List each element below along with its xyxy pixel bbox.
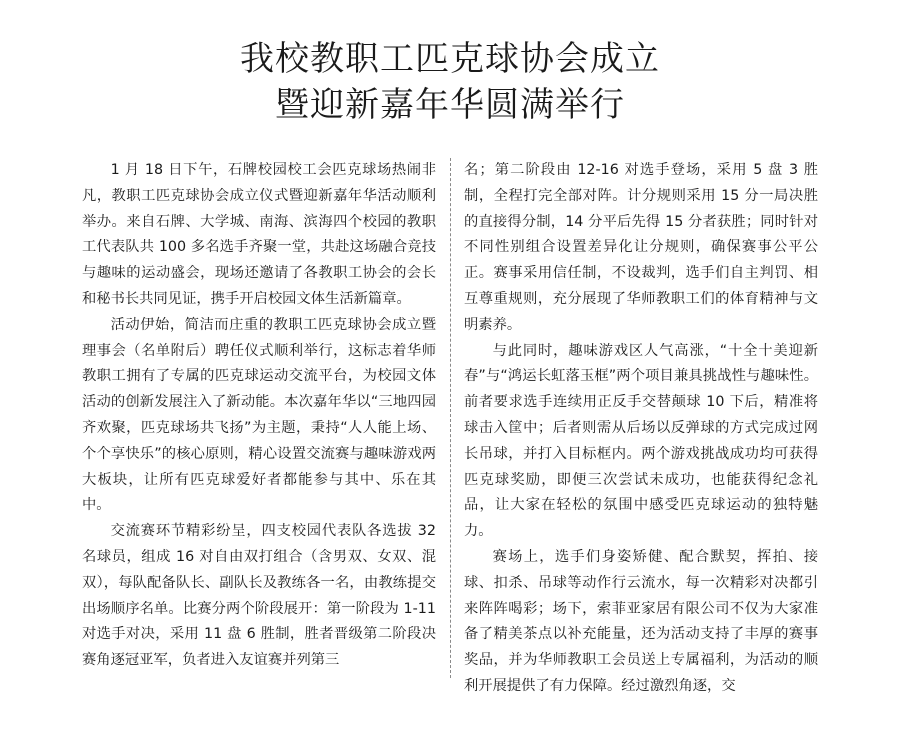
paragraph: 1 月 18 日下午，石牌校园校工会匹克球场热闹非凡，教职工匹克球协会成立仪式暨迎新嘉年华活动顺利举办。来自石牌、大学城、南海、滨海四个校园的教职工代表队共 100 多名选手齐聚一堂，共赴这场融合竞技与趣味的运动盛会，现场还邀请了各教职工协会的会长和秘书长共同见证，携手开启校园文体生活新篇章。 (82, 162, 436, 307)
article-title (0, 36, 900, 128)
paragraph: 活动伊始，简洁而庄重的教职工匹克球协会成立暨理事会（名单附后）聘任仪式顺利举行，这标志着华师教职工拥有了专属的匹克球运动交流平台，为校园文体活动的创新发展注入了新动能。本次嘉年华以“三地四园齐欢聚，匹克球场共飞扬”为主题，秉持“人人能上场、个个享快乐”的核心原则，精心设置交流赛与趣味游戏两大板块，让所有匹克球爱好者都能参与其中、乐在其中。 (82, 316, 436, 514)
title-line-1: 我校教职工匹克球协会成立 (240, 39, 660, 79)
paragraph-continued: 名；第二阶段由 12-16 对选手登场，采用 5 盘 3 胜制，全程打完全部对阵。计分规则采用 15 分一局决胜的直接得分制，14 分平后先得 15 分者获胜；同时针对不同性别组合设置差异化让分规则，确保赛事公平公正。赛事采用信任制，不设裁判，选手们自主判罚、相互尊重规则，充分展现了华师教职工们的体育精神与文明素养。 (464, 162, 818, 333)
left-column (82, 158, 436, 674)
paragraph: 交流赛环节精彩纷呈，四支校园代表队各选拔 32 名球员，组成 16 对自由双打组合（含男双、女双、混双），每队配备队长、副队长及教练各一名，由教练提交出场顺序名单。比赛分两个阶段展开：第一阶段为 1-11 对选手对决，采用 11 盘 6 胜制，胜者晋级第二阶段决赛角逐冠亚军，负者进入友谊赛并列第三 (82, 523, 436, 669)
article-body (82, 158, 818, 694)
title-line-2: 暨迎新嘉年华圆满举行 (275, 85, 625, 125)
column-divider (450, 158, 451, 678)
right-column (464, 158, 818, 700)
paragraph: 与此同时，趣味游戏区人气高涨，“十全十美迎新春”与“鸿运长虹落玉框”两个项目兼具挑战性与趣味性。前者要求选手连续用正反手交替颠球 10 下后，精准将球击入筐中；后者则需从后场以反弹球的方式完成过网长吊球，并打入目标框内。两个游戏挑战成功均可获得匹克球奖励，即便三次尝试未成功，也能获得纪念礼品，让大家在轻松的氛围中感受匹克球运动的独特魅力。 (464, 342, 818, 540)
paragraph: 赛场上，选手们身姿矫健、配合默契，挥拍、接球、扣杀、吊球等动作行云流水，每一次精彩对决都引来阵阵喝彩；场下，索菲亚家居有限公司不仅为大家准备了精美茶点以补充能量，还为活动支持了丰厚的赛事奖品，并为华师教职工会员送上专属福利，为活动的顺利开展提供了有力保障。经过激烈角逐，交 (464, 548, 818, 694)
